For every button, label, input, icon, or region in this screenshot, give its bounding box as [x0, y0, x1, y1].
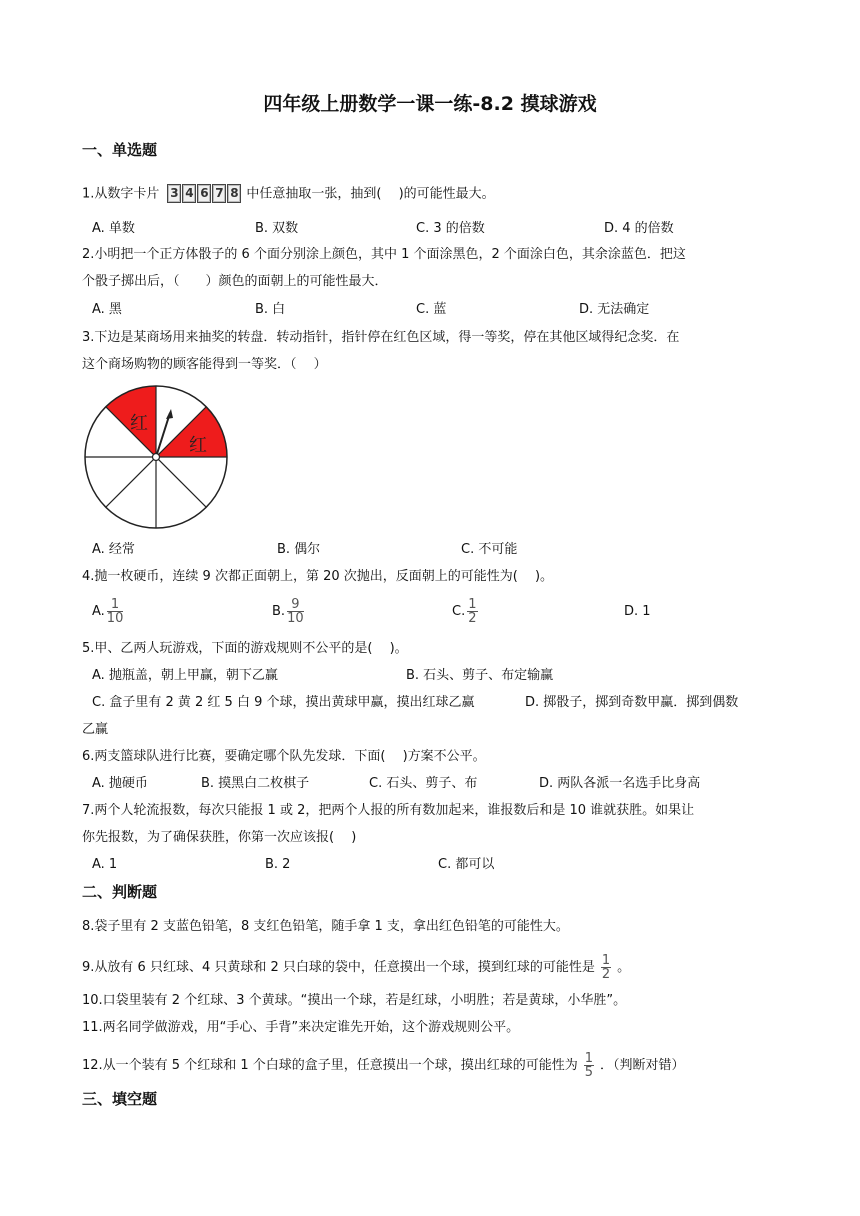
question-3-line-2: 这个商场购物的顾客能得到一等奖．（ ）	[82, 357, 327, 372]
q1-option-b[interactable]: B. 双数	[255, 221, 299, 236]
q6-option-c[interactable]: C. 石头、剪子、布	[369, 776, 478, 791]
number-card: 4	[182, 184, 196, 203]
number-cards	[167, 184, 242, 204]
fraction: $\frac{1}{5}$	[584, 1051, 594, 1080]
q7-option-c[interactable]: C. 都可以	[438, 857, 495, 872]
question-1	[82, 184, 495, 205]
number-card: 6	[197, 184, 211, 203]
question-6: 6.两支篮球队进行比赛，要确定哪个队先发球．下面( )方案不公平。	[82, 749, 486, 764]
question-4: 4.抛一枚硬币，连续 9 次都正面朝上，第 20 次抛出，反面朝上的可能性为( )。	[82, 569, 554, 584]
q6-option-a[interactable]: A. 抛硬币	[92, 776, 148, 791]
question-2-line-1: 2.小明把一个正方体骰子的 6 个面分别涂上颜色，其中 1 个面涂黑色，2 个面涂白色，其余涂蓝色．把这	[82, 247, 686, 262]
question-12: 12.从一个装有 5 个红球和 1 个白球的盒子里，任意摸出一个球，摸出红球的可能性为 $\frac{1}{5}$ ．（判断对错）	[82, 1051, 685, 1080]
q4-option-a[interactable]	[92, 597, 125, 627]
section-heading-fill-blank: 三、填空题	[82, 1090, 158, 1108]
q2-option-b[interactable]: B. 白	[255, 302, 286, 317]
q2-option-d[interactable]: D. 无法确定	[579, 302, 650, 317]
number-card: 7	[212, 184, 226, 203]
number-card: 8	[227, 184, 241, 203]
q1-option-d[interactable]: D. 4 的倍数	[604, 221, 674, 236]
fraction: $\frac{1}{2}$	[468, 597, 477, 626]
option-label: B.	[272, 604, 286, 619]
q7-option-b[interactable]: B. 2	[265, 857, 291, 872]
fraction: $\frac{1}{2}$	[601, 953, 611, 982]
question-2-line-2: 个骰子掷出后，（ ）颜色的面朝上的可能性最大．	[82, 274, 388, 289]
q7-option-a[interactable]: A. 1	[92, 857, 118, 872]
q1-option-a[interactable]: A. 单数	[92, 221, 135, 236]
q3-option-c[interactable]: C. 不可能	[461, 542, 518, 557]
q5-option-c[interactable]: C. 盒子里有 2 黄 2 红 5 白 9 个球，摸出黄球甲赢，摸出红球乙赢	[92, 695, 475, 710]
q4-option-b[interactable]	[272, 597, 306, 627]
q3-option-a[interactable]: A. 经常	[92, 542, 135, 557]
question-1-text-pre: 1.从数字卡片	[82, 186, 160, 202]
fraction: $\frac{9}{10}$	[287, 597, 304, 626]
q3-option-b[interactable]: B. 偶尔	[277, 542, 321, 557]
q5-option-a[interactable]: A. 抛瓶盖，朝上甲赢，朝下乙赢	[92, 668, 278, 683]
pointer-arrow-icon	[166, 409, 173, 419]
question-10: 10.口袋里装有 2 个红球、3 个黄球。“摸出一个球，若是红球，小明胜；若是黄球，小华胜”。	[82, 993, 627, 1008]
lottery-wheel	[82, 385, 232, 531]
page-title: 四年级上册数学一课一练-8.2 摸球游戏	[263, 93, 597, 115]
question-8: 8.袋子里有 2 支蓝色铅笔，8 支红色铅笔，随手拿 1 支，拿出红色铅笔的可能性大。	[82, 919, 569, 934]
question-3-line-1: 3.下边是某商场用来抽奖的转盘．转动指针，指针停在红色区域，得一等奖，停在其他区域得纪念奖．在	[82, 330, 680, 345]
wheel-label-red-1: 红	[130, 413, 148, 434]
number-card: 3	[167, 184, 181, 203]
question-7-line-2: 你先报数，为了确保获胜，你第一次应该报( )	[82, 830, 357, 845]
question-11: 11.两名同学做游戏，用“手心、手背”来决定谁先开始，这个游戏规则公平。	[82, 1020, 520, 1035]
q5-option-d-continued: 乙赢	[82, 722, 109, 737]
q6-option-b[interactable]: B. 摸黑白二枚棋子	[201, 776, 310, 791]
q6-option-d[interactable]: D. 两队各派一名选手比身高	[539, 776, 701, 791]
wheel-hub	[153, 454, 160, 461]
fraction: $\frac{1}{10}$	[106, 597, 124, 626]
question-5: 5.甲、乙两人玩游戏，下面的游戏规则不公平的是( )。	[82, 641, 408, 656]
option-label: A.	[92, 604, 105, 619]
q5-option-b[interactable]: B. 石头、剪子、布定输赢	[406, 668, 554, 683]
section-heading-single-choice: 一、单选题	[82, 141, 158, 159]
q4-option-c[interactable]	[452, 597, 480, 627]
q2-option-a[interactable]: A. 黑	[92, 302, 122, 317]
option-label: C.	[452, 604, 466, 619]
q2-option-c[interactable]: C. 蓝	[416, 302, 447, 317]
wheel-label-red-2: 红	[189, 435, 207, 456]
q4-option-d[interactable]: D. 1	[624, 604, 651, 619]
question-1-text-post: 中任意抽取一张，抽到( )的可能性最大。	[246, 186, 495, 202]
q5-option-d[interactable]: D. 掷骰子，掷到奇数甲赢．掷到偶数	[525, 695, 739, 710]
question-7-line-1: 7.两个人轮流报数，每次只能报 1 或 2，把两个人报的所有数加起来，谁报数后和是 10 谁就获胜。如果让	[82, 803, 695, 818]
section-heading-true-false: 二、判断题	[82, 883, 158, 901]
question-9: 9.从放有 6 只红球、4 只黄球和 2 只白球的袋中，任意摸出一个球，摸到红球的可能性是 $\frac{1}{2}$ 。	[82, 953, 631, 982]
q1-option-c[interactable]: C. 3 的倍数	[416, 221, 485, 236]
